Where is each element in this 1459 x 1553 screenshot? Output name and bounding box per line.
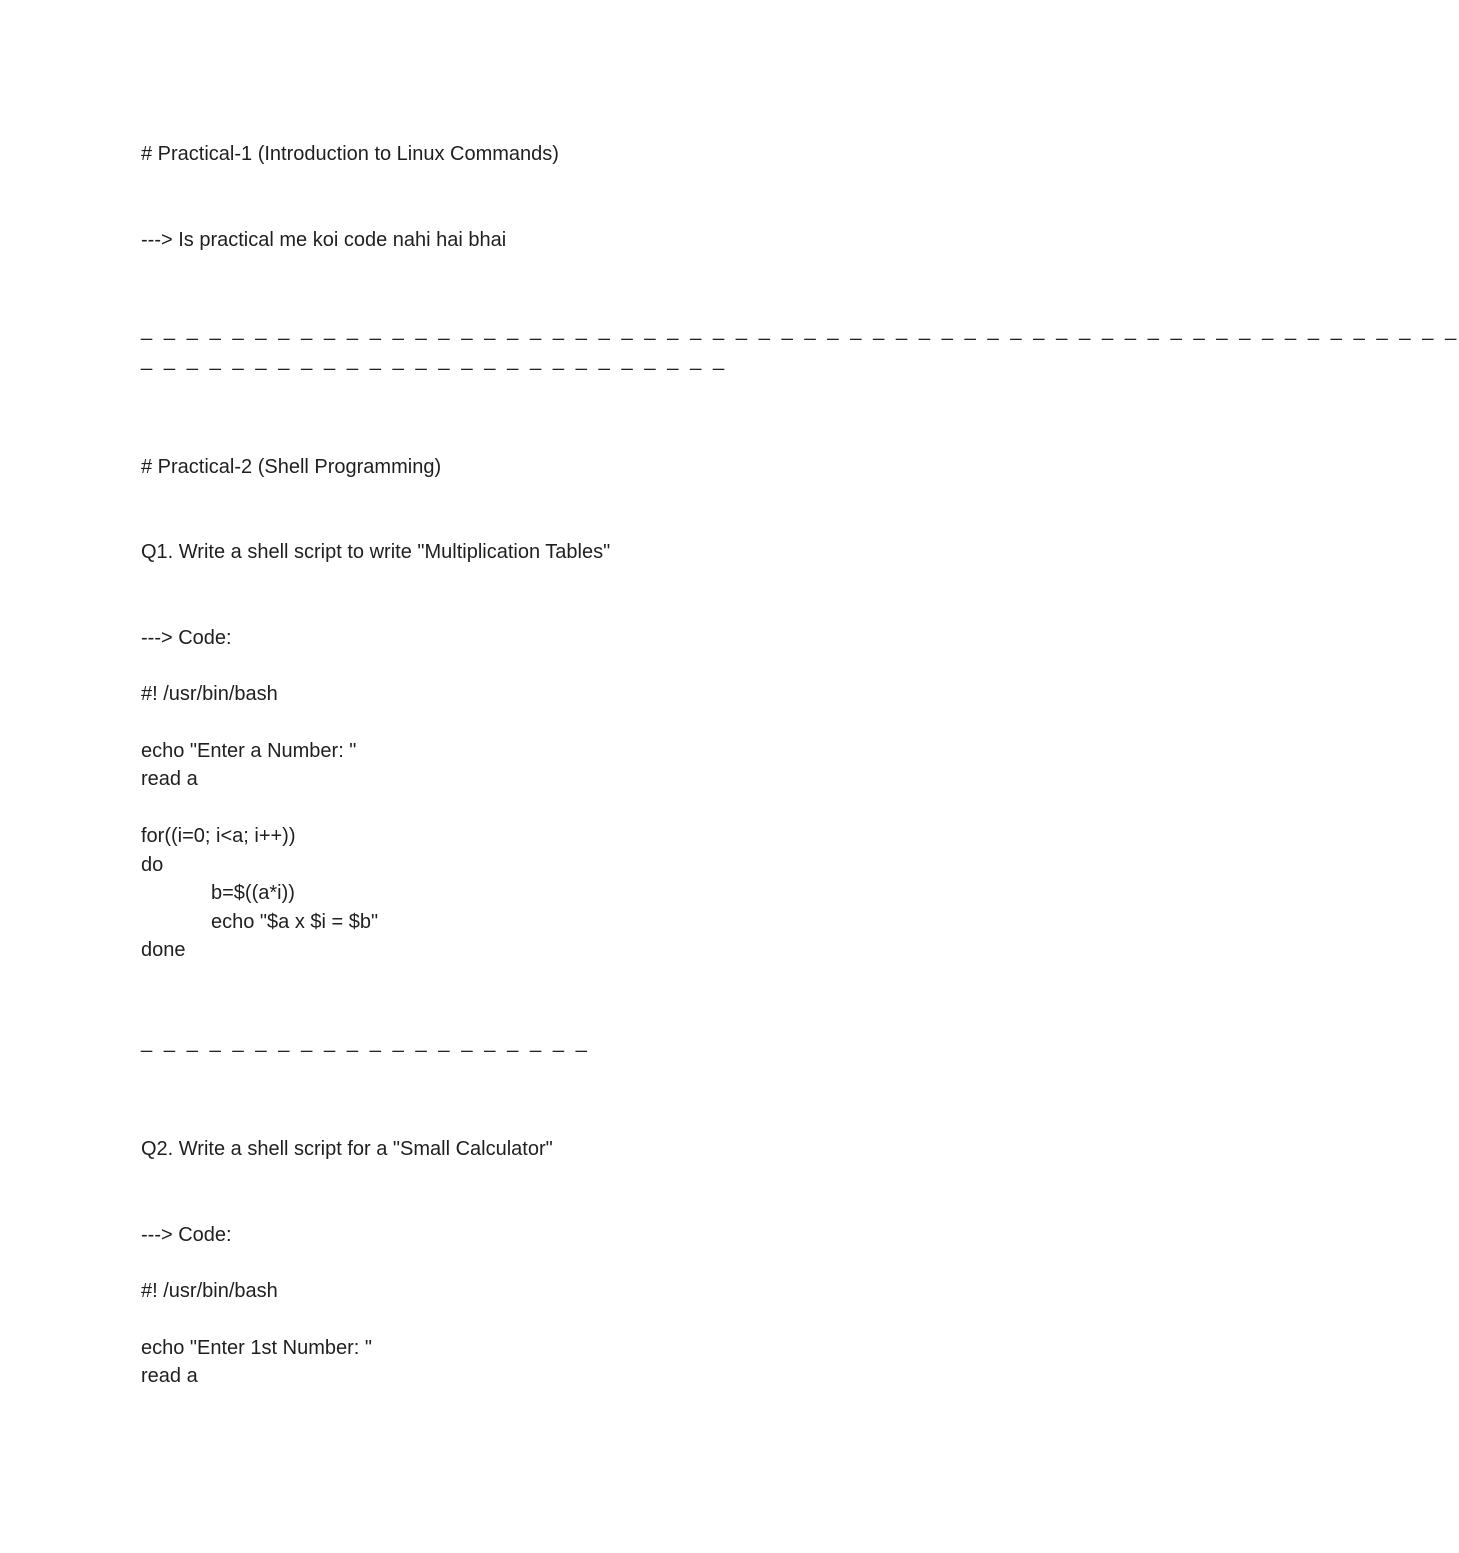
separator-long-line-2: _ _ _ _ _ _ _ _ _ _ _ _ _ _ _ _ _ _ _ _ _ _ _ _ _ _	[141, 349, 728, 371]
q2-code-label: ---> Code:	[141, 1224, 232, 1246]
q2-code-line: #! /usr/bin/bash	[141, 1280, 278, 1302]
practical-1-heading: # Practical-1 (Introduction to Linux Commands)	[141, 143, 559, 165]
q2-code-line: echo "Enter 1st Number: "	[141, 1337, 372, 1359]
q1-code-line: done	[141, 939, 186, 961]
practical-1-note: ---> Is practical me koi code nahi hai bhai	[141, 229, 507, 251]
practical-2-heading: # Practical-2 (Shell Programming)	[141, 456, 442, 478]
q1-code-line: echo "Enter a Number: "	[141, 740, 357, 762]
q1-code-line: b=$((a*i))	[211, 882, 295, 904]
q1-code-line: read a	[141, 768, 198, 790]
separator-short: _ _ _ _ _ _ _ _ _ _ _ _ _ _ _ _ _ _ _ _	[141, 1031, 590, 1053]
q2-code-line: read a	[141, 1365, 198, 1387]
q1-question: Q1. Write a shell script to write "Multiplication Tables"	[141, 541, 611, 563]
q1-code-line: #! /usr/bin/bash	[141, 683, 278, 705]
separator-long-line-1: _ _ _ _ _ _ _ _ _ _ _ _ _ _ _ _ _ _ _ _ _ _ _ _ _ _ _ _ _ _ _ _ _ _ _ _ _ _ _ _ _ _ _ _ _ _ _ _ _ _ _ _ _ _ _ _ _ _	[141, 319, 1459, 341]
q2-question: Q2. Write a shell script for a "Small Calculator"	[141, 1138, 553, 1160]
q1-code-line: do	[141, 854, 164, 876]
q1-code-line: echo "$a x $i = $b"	[211, 911, 379, 933]
q1-code-label: ---> Code:	[141, 627, 232, 649]
q1-code-line: for((i=0; i<a; i++))	[141, 825, 296, 847]
